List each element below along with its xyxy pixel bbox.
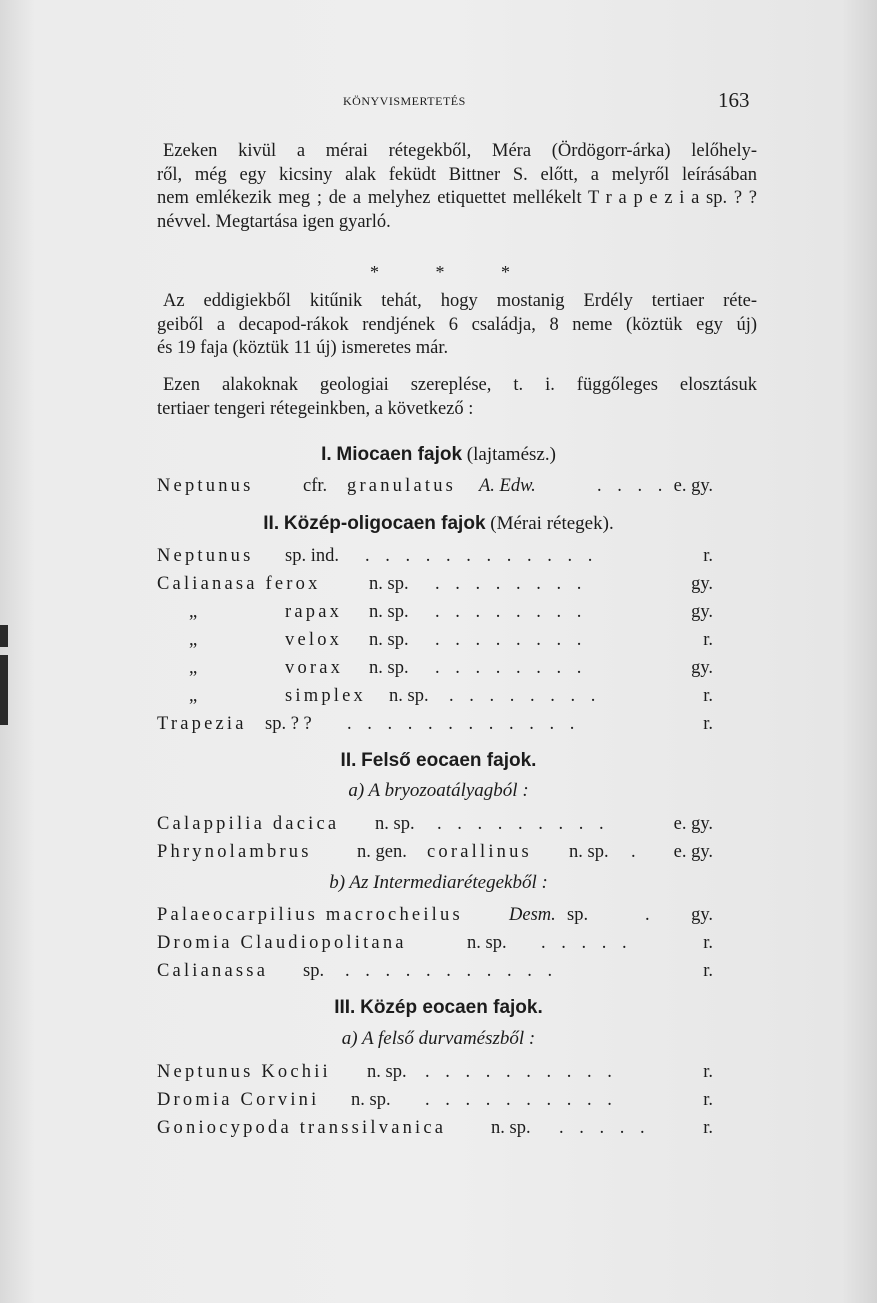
- abundance: r.: [703, 686, 713, 706]
- species-name: vorax: [285, 658, 344, 678]
- species-epithet: granulatus: [347, 476, 457, 496]
- species-row: [157, 1060, 713, 1084]
- species-name: velox: [285, 630, 343, 650]
- species-name: Goniocypoda transsilvanica: [157, 1118, 447, 1138]
- text-line: és 19 faja (köztük 11 új) ismeretes már.: [157, 338, 449, 358]
- section-heading-felso-eocaen: [0, 750, 877, 772]
- species-qualifier: n. gen.: [357, 842, 407, 862]
- abundance: r.: [703, 546, 713, 566]
- abundance: gy.: [691, 658, 713, 678]
- leader-dots: . . . . . . . . .: [437, 814, 610, 834]
- section-note: (lajtamész.): [466, 444, 556, 465]
- species-qualifier: n. sp.: [389, 686, 429, 706]
- ditto-mark: „: [189, 602, 198, 622]
- species-qualifier: n. sp.: [369, 574, 409, 594]
- species-name: Neptunus: [157, 546, 254, 566]
- species-qualifier: n. sp.: [569, 842, 609, 862]
- species-name: Dromia Corvini: [157, 1090, 320, 1110]
- leader-dots: . . . . .: [559, 1118, 651, 1138]
- species-name: Phrynolambrus: [157, 842, 312, 862]
- leader-dots: . . . . . . . .: [435, 630, 587, 650]
- text-line: Ezen alakoknak geologiai szereplése, t. i. függőleges elosztásuk: [163, 375, 757, 395]
- section-note: (Mérai rétegek).: [490, 513, 614, 534]
- running-head: KÖNYVISMERTETÉS: [343, 94, 466, 108]
- species-author: A. Edw.: [479, 476, 536, 496]
- section-heading-oligocaen: [0, 513, 877, 535]
- leader-dots: . . . . . . . . . . . .: [365, 546, 598, 566]
- species-qualifier: n. sp.: [369, 658, 409, 678]
- ditto-mark: „: [189, 658, 198, 678]
- leader-dots: .: [645, 905, 656, 925]
- text-line: geiből a decapod-rákok rendjének 6 családja, 8 neme (köztük egy új): [157, 314, 757, 335]
- species-qualifier: sp.: [567, 905, 589, 925]
- page-number: 163: [718, 88, 750, 112]
- species-qualifier: n. sp.: [367, 1062, 407, 1082]
- text-line: nem emlékezik meg ; de a melyhez etiquettet mellékelt T r a p e z i a sp. ? ?: [157, 188, 757, 208]
- abundance: r.: [703, 1118, 713, 1138]
- leader-dots: . . . . .: [541, 933, 633, 953]
- section-number: I.: [321, 444, 332, 465]
- abundance: gy.: [691, 905, 713, 925]
- section-title: Miocaen fajok: [336, 444, 463, 465]
- species-row: [157, 474, 713, 498]
- species-name: Calappilia dacica: [157, 814, 340, 834]
- species-qualifier: n. sp.: [351, 1090, 391, 1110]
- paragraph-1: [157, 140, 757, 234]
- section-title: Közép eocaen fajok.: [360, 997, 543, 1018]
- leader-dots: . . . . . . . . . . .: [345, 961, 558, 981]
- species-row: [157, 840, 713, 864]
- section-heading-kozep-eocaen: [0, 997, 877, 1019]
- margin-mark: [0, 625, 8, 647]
- leader-dots: . . . . . . . .: [449, 686, 601, 706]
- abundance: e. gy.: [673, 814, 713, 834]
- species-name: Neptunus Kochii: [157, 1062, 331, 1082]
- leader-dots: . . . . . . . . . .: [425, 1090, 618, 1110]
- species-name: Trapezia: [157, 714, 247, 734]
- text-line: ről, még egy kicsiny alak feküdt Bittner S. előtt, a melyről leírásában: [157, 164, 757, 185]
- abundance: gy.: [691, 574, 713, 594]
- text-line: Az eddigiekből kitűnik tehát, hogy mostanig Erdély tertiaer réte-: [163, 291, 757, 311]
- subsection-heading: a) A bryozoatályagból :: [348, 780, 529, 801]
- species-row: [157, 572, 713, 596]
- species-name: Palaeocarpilius macrocheilus: [157, 905, 463, 925]
- text-line: tertiaer tengeri rétegeinkben, a következő :: [157, 398, 474, 419]
- species-row: [157, 684, 713, 708]
- abundance: gy.: [691, 602, 713, 622]
- species-row: [157, 1088, 713, 1112]
- abundance: r.: [703, 961, 713, 981]
- leader-dots: . . . . . . . . . .: [425, 1062, 618, 1082]
- margin-mark: [0, 655, 8, 725]
- species-name: Calianassa: [157, 961, 269, 981]
- species-qualifier: n. sp.: [369, 630, 409, 650]
- subsection-heading: a) A felső durvamészből :: [341, 1028, 536, 1049]
- section-heading-miocaen: [0, 444, 877, 466]
- section-title: Felső eocaen fajok.: [361, 750, 537, 771]
- paragraph-2: [157, 290, 757, 361]
- leader-dots: .: [631, 842, 642, 862]
- species-row: [157, 656, 713, 680]
- species-qualifier: n. sp.: [491, 1118, 531, 1138]
- species-row: [157, 812, 713, 836]
- species-name: simplex: [285, 686, 366, 706]
- section-number: II.: [340, 750, 357, 771]
- abundance: e. gy.: [673, 476, 713, 496]
- species-row: [157, 628, 713, 652]
- species-name: rapax: [285, 602, 343, 622]
- species-row: [157, 931, 713, 955]
- abundance: e. gy.: [673, 842, 713, 862]
- species-row: [157, 1116, 713, 1140]
- section-title: Közép-oligocaen fajok: [283, 513, 486, 534]
- abundance: r.: [703, 630, 713, 650]
- species-qualifier: n. sp.: [375, 814, 415, 834]
- leader-dots: . . . . . . . .: [435, 574, 587, 594]
- leader-dots: . . . .: [597, 476, 668, 496]
- text-line: névvel. Megtartása igen gyarló.: [157, 211, 391, 232]
- section-separator-stars: * * *: [370, 262, 536, 282]
- species-row: [157, 959, 713, 983]
- ditto-mark: „: [189, 630, 198, 650]
- species-name: Calianasa ferox: [157, 574, 321, 594]
- section-number: III.: [334, 997, 356, 1018]
- abundance: r.: [703, 714, 713, 734]
- species-name: Neptunus: [157, 476, 254, 496]
- abundance: r.: [703, 1062, 713, 1082]
- species-qualifier: cfr.: [303, 476, 328, 496]
- species-qualifier: n. sp.: [467, 933, 507, 953]
- species-name: Dromia Claudiopolitana: [157, 933, 407, 953]
- species-qualifier: sp.: [303, 961, 325, 981]
- species-row: [157, 712, 713, 736]
- abundance: r.: [703, 933, 713, 953]
- species-row: [157, 544, 713, 568]
- species-author: Desm.: [509, 905, 556, 925]
- leader-dots: . . . . . . . . . . . .: [347, 714, 580, 734]
- leader-dots: . . . . . . . .: [435, 658, 587, 678]
- abundance: r.: [703, 1090, 713, 1110]
- species-qualifier: n. sp.: [369, 602, 409, 622]
- species-row: [157, 903, 713, 927]
- text-line: Ezeken kivül a mérai rétegekből, Méra (Ördögorr-árka) lelőhely-: [163, 141, 757, 161]
- subsection-heading: b) Az Intermediarétegekből :: [329, 872, 548, 893]
- page-header: [0, 88, 877, 118]
- species-qualifier: sp. ? ?: [265, 714, 312, 734]
- section-number: II.: [263, 513, 280, 534]
- species-epithet: corallinus: [427, 842, 532, 862]
- paragraph-3: [157, 374, 757, 421]
- leader-dots: . . . . . . . .: [435, 602, 587, 622]
- species-qualifier: sp. ind.: [285, 546, 339, 566]
- species-row: [157, 600, 713, 624]
- ditto-mark: „: [189, 686, 198, 706]
